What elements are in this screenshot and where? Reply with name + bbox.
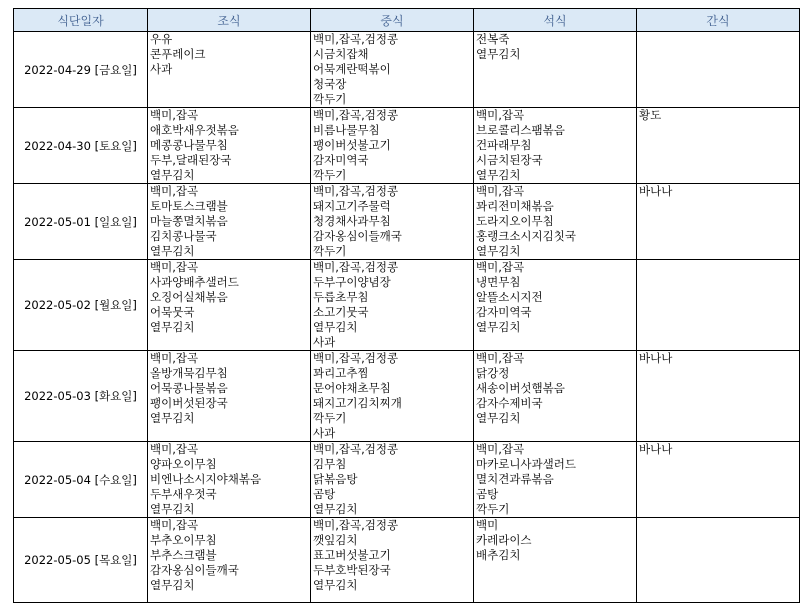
menu-item: 백미,잡곡 xyxy=(476,184,525,198)
menu-item: 새송이버섯햄볶음 xyxy=(476,381,565,395)
menu-item: 돼지고기주물럭 xyxy=(313,199,391,213)
menu-item: 알뜰소시지전 xyxy=(476,290,543,304)
table-row xyxy=(14,442,800,518)
lunch-cell xyxy=(311,442,474,518)
menu-item: 열무김치 xyxy=(150,502,195,516)
menu-item: 홍랭크소시지김칫국 xyxy=(476,229,576,243)
meal-table-body xyxy=(14,32,800,603)
menu-item: 감자옹심이들깨국 xyxy=(150,563,239,577)
menu-item: 부추오이무침 xyxy=(150,533,217,547)
menu-item: 백미,잡곡 xyxy=(476,351,525,365)
menu-item: 백미,잡곡,검정콩 xyxy=(313,442,399,456)
menu-item: 도라지오이무침 xyxy=(476,214,554,228)
menu-item: 감자미역국 xyxy=(313,153,369,167)
menu-item: 백미,잡곡 xyxy=(150,351,199,365)
menu-item: 청국장 xyxy=(313,77,347,91)
dinner-cell xyxy=(474,108,637,184)
menu-item: 열무김치 xyxy=(150,244,195,258)
breakfast-cell xyxy=(148,260,311,351)
menu-item: 어묵콩나물볶음 xyxy=(150,381,228,395)
menu-item: 황도 xyxy=(639,108,662,122)
menu-item: 토마토스크램블 xyxy=(150,199,228,213)
menu-item: 두부,달래된장국 xyxy=(150,153,232,167)
snack-cell xyxy=(637,32,800,108)
menu-item: 콘푸레이크 xyxy=(150,47,206,61)
meal-date: 2022-05-04 [수요일] xyxy=(14,442,148,518)
table-row xyxy=(14,32,800,108)
table-row xyxy=(14,184,800,260)
menu-item: 비엔나소시지야채볶음 xyxy=(150,472,262,486)
menu-item: 두부구이양념장 xyxy=(313,275,391,289)
menu-item: 건파래무침 xyxy=(476,138,532,152)
breakfast-cell xyxy=(148,108,311,184)
menu-item: 열무김치 xyxy=(476,47,521,61)
menu-item: 브로콜리스팸볶음 xyxy=(476,123,565,137)
menu-item: 열무김치 xyxy=(476,168,521,182)
meal-date: 2022-05-02 [월요일] xyxy=(14,260,148,351)
header-lunch: 중식 xyxy=(311,9,474,32)
menu-item: 백미 xyxy=(476,518,499,532)
menu-item: 바나나 xyxy=(639,442,673,456)
menu-item: 곰탕 xyxy=(313,487,336,501)
snack-cell xyxy=(637,260,800,351)
menu-item: 배추김치 xyxy=(476,548,521,562)
menu-item: 열무김치 xyxy=(150,578,195,592)
menu-item: 깍두기 xyxy=(476,502,510,516)
menu-item: 어묵뭇국 xyxy=(150,305,195,319)
menu-item: 마카로니사과샐러드 xyxy=(476,457,576,471)
breakfast-cell xyxy=(148,184,311,260)
header-dinner: 석식 xyxy=(474,9,637,32)
header-row xyxy=(14,9,800,32)
menu-item: 깍두기 xyxy=(313,411,347,425)
menu-item: 닭볶음탕 xyxy=(313,472,358,486)
breakfast-cell xyxy=(148,518,311,603)
menu-item: 마늘쫑멸치볶음 xyxy=(150,214,228,228)
dinner-cell xyxy=(474,32,637,108)
meal-table xyxy=(13,8,800,603)
menu-item: 깻잎김치 xyxy=(313,533,358,547)
menu-item: 열무김치 xyxy=(150,168,195,182)
menu-item: 백미,잡곡,검정콩 xyxy=(313,518,399,532)
menu-item: 문어야채초무침 xyxy=(313,381,391,395)
header-date: 식단일자 xyxy=(14,9,148,32)
dinner-cell xyxy=(474,260,637,351)
menu-item: 곰탕 xyxy=(476,487,499,501)
breakfast-cell xyxy=(148,442,311,518)
dinner-cell xyxy=(474,442,637,518)
snack-cell xyxy=(637,108,800,184)
table-row xyxy=(14,260,800,351)
meal-date: 2022-04-29 [금요일] xyxy=(14,32,148,108)
menu-item: 꽈리전미채볶음 xyxy=(476,199,554,213)
menu-item: 두부새우젓국 xyxy=(150,487,217,501)
menu-item: 팽이버섯된장국 xyxy=(150,396,228,410)
menu-item: 백미,잡곡 xyxy=(150,108,199,122)
menu-item: 백미,잡곡,검정콩 xyxy=(313,32,399,46)
menu-item: 열무김치 xyxy=(476,244,521,258)
menu-item: 청경채사과무침 xyxy=(313,214,391,228)
menu-item: 백미,잡곡,검정콩 xyxy=(313,260,399,274)
menu-item: 두부호박된장국 xyxy=(313,563,391,577)
menu-item: 백미,잡곡 xyxy=(150,260,199,274)
menu-item: 팽이버섯불고기 xyxy=(313,138,391,152)
menu-item: 사과 xyxy=(150,62,173,76)
menu-item: 깍두기 xyxy=(313,244,347,258)
table-row xyxy=(14,108,800,184)
menu-item: 비름나물무침 xyxy=(313,123,380,137)
menu-item: 양파오이무침 xyxy=(150,457,217,471)
menu-item: 김치콩나물국 xyxy=(150,229,217,243)
menu-item: 백미,잡곡,검정콩 xyxy=(313,351,399,365)
menu-item: 멸치견과류볶음 xyxy=(476,472,554,486)
menu-item: 우유 xyxy=(150,32,173,46)
menu-item: 두릅초무침 xyxy=(313,290,369,304)
menu-item: 애호박새우젓볶음 xyxy=(150,123,239,137)
menu-item: 부추스크램블 xyxy=(150,548,217,562)
lunch-cell xyxy=(311,351,474,442)
dinner-cell xyxy=(474,518,637,603)
breakfast-cell xyxy=(148,351,311,442)
menu-item: 감자수제비국 xyxy=(476,396,543,410)
menu-item: 열무김치 xyxy=(313,320,358,334)
menu-item: 깍두기 xyxy=(313,92,347,106)
menu-item: 백미,잡곡 xyxy=(476,108,525,122)
lunch-cell xyxy=(311,108,474,184)
menu-item: 열무김치 xyxy=(313,578,358,592)
meal-date: 2022-05-01 [일요일] xyxy=(14,184,148,260)
menu-item: 백미,잡곡,검정콩 xyxy=(313,108,399,122)
lunch-cell xyxy=(311,260,474,351)
dinner-cell xyxy=(474,351,637,442)
menu-item: 깍두기 xyxy=(313,168,347,182)
menu-item: 전복죽 xyxy=(476,32,510,46)
snack-cell xyxy=(637,442,800,518)
header-breakfast: 조식 xyxy=(148,9,311,32)
menu-item: 백미,잡곡,검정콩 xyxy=(313,184,399,198)
menu-item: 사과양배추샐러드 xyxy=(150,275,239,289)
menu-item: 꽈리고추찜 xyxy=(313,366,369,380)
menu-item: 백미,잡곡 xyxy=(150,442,199,456)
menu-item: 냉면무침 xyxy=(476,275,521,289)
meal-date: 2022-05-05 [목요일] xyxy=(14,518,148,603)
menu-item: 열무김치 xyxy=(476,411,521,425)
menu-item: 어묵계란떡볶이 xyxy=(313,62,391,76)
menu-item: 오징어실채볶음 xyxy=(150,290,228,304)
menu-item: 닭강정 xyxy=(476,366,510,380)
menu-item: 카레라이스 xyxy=(476,533,532,547)
menu-item: 감자옹심이들깨국 xyxy=(313,229,402,243)
menu-item: 열무김치 xyxy=(476,320,521,334)
menu-item: 사과 xyxy=(313,335,336,349)
lunch-cell xyxy=(311,184,474,260)
lunch-cell xyxy=(311,518,474,603)
dinner-cell xyxy=(474,184,637,260)
meal-date: 2022-05-03 [화요일] xyxy=(14,351,148,442)
menu-item: 백미,잡곡 xyxy=(150,518,199,532)
menu-item: 시금치잡채 xyxy=(313,47,369,61)
menu-item: 바나나 xyxy=(639,351,673,365)
snack-cell xyxy=(637,351,800,442)
menu-item: 돼지고기김치찌개 xyxy=(313,396,402,410)
table-row xyxy=(14,351,800,442)
breakfast-cell xyxy=(148,32,311,108)
table-row xyxy=(14,518,800,603)
menu-item: 표고버섯불고기 xyxy=(313,548,391,562)
header-snack: 간식 xyxy=(637,9,800,32)
menu-item: 메콩콩나물무침 xyxy=(150,138,228,152)
menu-item: 시금치된장국 xyxy=(476,153,543,167)
menu-item: 소고기뭇국 xyxy=(313,305,369,319)
menu-item: 백미,잡곡 xyxy=(476,442,525,456)
menu-item: 감자미역국 xyxy=(476,305,532,319)
menu-item: 올방개묵김무침 xyxy=(150,366,228,380)
menu-item: 김무침 xyxy=(313,457,347,471)
menu-item: 백미,잡곡 xyxy=(150,184,199,198)
snack-cell xyxy=(637,518,800,603)
menu-item: 바나나 xyxy=(639,184,673,198)
meal-date: 2022-04-30 [토요일] xyxy=(14,108,148,184)
menu-item: 사과 xyxy=(313,426,336,440)
lunch-cell xyxy=(311,32,474,108)
menu-item: 열무김치 xyxy=(313,502,358,516)
menu-item: 열무김치 xyxy=(150,320,195,334)
menu-item: 열무김치 xyxy=(150,411,195,425)
menu-item: 백미,잡곡 xyxy=(476,260,525,274)
snack-cell xyxy=(637,184,800,260)
